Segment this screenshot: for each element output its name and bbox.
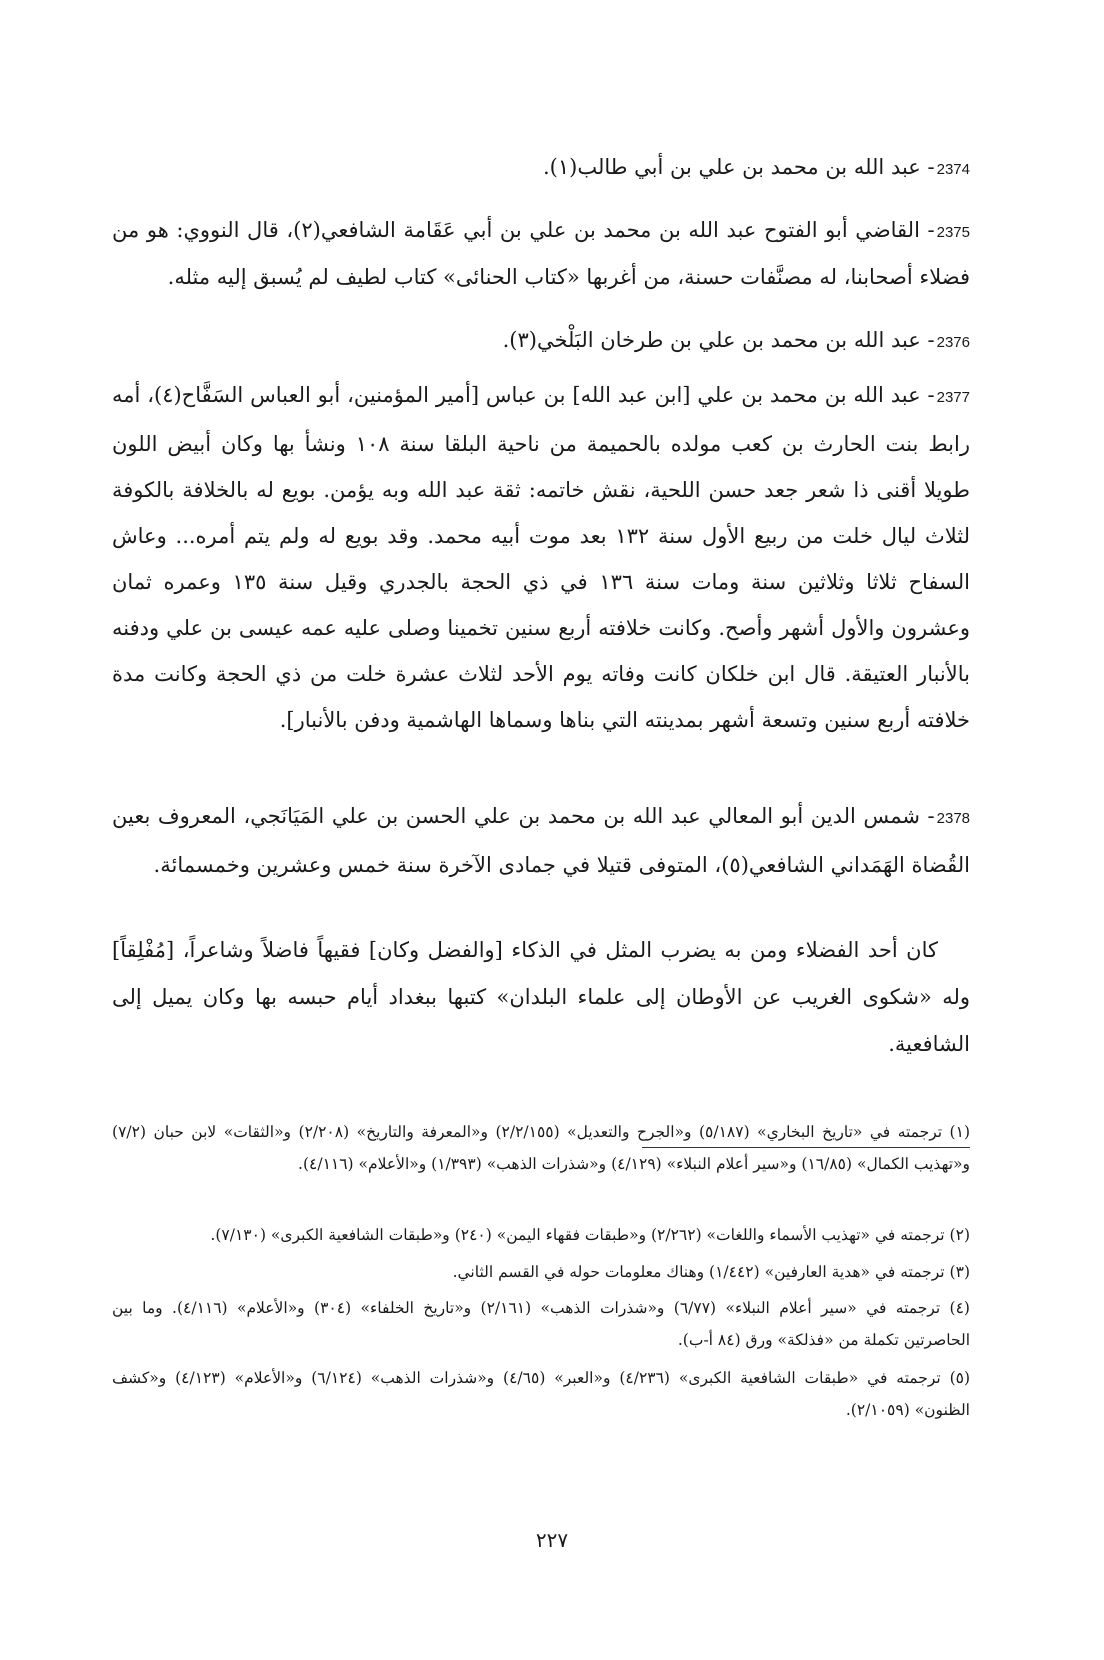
entry-2377 — [112, 372, 970, 743]
entry-sep: - — [919, 804, 935, 828]
entry-2376 — [112, 318, 970, 365]
entry-sep: - — [920, 328, 935, 352]
entry-2378-paragraph: كان أحد الفضلاء ومن به يضرب المثل في الذكاء [والفضل وكان] فقيهاً فاضلاً وشاعراً، [مُفْلِقاً] وله «شكوى الغريب عن الأوطان إلى علماء البلدان» كتبها ببغداد أيام حبسه بها وكان يميل إلى الشافعية. — [112, 938, 970, 1056]
entry-number: 2377 — [936, 389, 970, 406]
entry-2378 — [112, 793, 970, 888]
entry-number: 2376 — [936, 334, 970, 351]
page-number: ٢٢٧ — [535, 1528, 569, 1552]
entry-text: شمس الدين أبو المعالي عبد الله بن محمد بن علي الحسن بن علي المَيَانَجي، المعروف بعين القُضاة الهَمَداني الشافعي(٥)، المتوفى قتيلا في جمادى الآخرة سنة خمس وعشرين وخمسمائة. — [112, 804, 970, 877]
entry-2374 — [112, 145, 970, 192]
entry-sep: - — [920, 155, 935, 179]
footnote-1: (١) ترجمته في «تاريخ البخاري» (٥/١٨٧) و«الجرح والتعديل» (٢/٢/١٥٥) و«المعرفة والتاريخ» (٢/٢٠٨) و«الثقات» لابن حبان (٧/٢) و«تهذيب الكمال» (١٦/٨٥) و«سير أعلام النبلاء» (٤/١٢٩) و«شذرات الذهب» (١/٣٩٣) و«الأعلام» (٤/١١٦). — [112, 1123, 970, 1173]
entry-number: 2378 — [936, 810, 971, 827]
entry-sep: - — [920, 383, 935, 407]
entry-number: 2374 — [936, 161, 970, 178]
entry-text: عبد الله بن محمد بن علي بن أبي طالب(١). — [542, 155, 921, 179]
entry-text: القاضي أبو الفتوح عبد الله بن محمد بن علي بن أبي عَقَامة الشافعي(٢)، قال النووي: هو من فضلاء أصحابنا، له مصنَّفات حسنة، من أغربها «كتاب الحنائى» كتاب لطيف لم يُسبق إليه مثله. — [112, 218, 970, 289]
entry-text: عبد الله بن محمد بن علي بن طرخان البَلْخي(٣). — [502, 328, 921, 352]
entry-sep: - — [919, 218, 935, 242]
footnote-2: (٢) ترجمته في «تهذيب الأسماء واللغات» (٢/٢٦٢) و«طبقات فقهاء اليمن» (٢٤٠) و«طبقات الشافعية الكبرى» (٧/١٣٠). — [210, 1226, 970, 1244]
entry-number: 2375 — [936, 224, 970, 241]
footnote-3: (٣) ترجمته في «هدية العارفين» (١/٤٤٢) وهناك معلومات حوله في القسم الثاني. — [452, 1263, 970, 1281]
footnote-5: (٥) ترجمته في «طبقات الشافعية الكبرى» (٤/٢٣٦) و«العبر» (٤/٦٥) و«شذرات الذهب» (٦/١٢٤) و«الأعلام» (٤/١٢٣) و«كشف الظنون» (٢/١٠٥٩). — [112, 1369, 971, 1419]
entry-2375 — [112, 208, 970, 299]
footnote-4: (٤) ترجمته في «سير أعلام النبلاء» (٦/٧٧) و«شذرات الذهب» (٢/١٦١) و«تاريخ الخلفاء» (٣٠٤) و«الأعلام» (٤/١١٦). وما بين الحاصرتين تكملة من «فذلكة» ورق (٨٤ أ-ب). — [112, 1299, 970, 1349]
entry-text: عبد الله بن محمد بن علي [ابن عبد الله] بن عباس [أمير المؤمنين، أبو العباس السَفَّاح(٤)، أمه رابط بنت الحارث بن كعب مولده بالحميمة من ناحية البلقا سنة ١٠٨ ونشأ بها وكان أبيض اللون طويلا أقنى ذا شعر جعد حسن اللحية، نقش خاتمه: ثقة عبد الله وبه يؤمن. بويع له بالخلافة بالكوفة لثلاث ليال خلت من ربيع الأول سنة ١٣٢ بعد موت أبيه محمد. وقد بويع له ولم يتم أمره... وعاش السفاح ثلاثا وثلاثين سنة ومات سنة ١٣٦ في ذي الحجة بالجدري وقيل سنة ١٣٥ وعمره ثمان وعشرون والأول أشهر وأصح. وكانت خلافته أربع سنين تخمينا وصلى عليه عمه عيسى بن علي ودفنه بالأنبار العتيقة. قال ابن خلكان كانت وفاته يوم الأحد لثلاث عشرة خلت من ذي الحجة وكانت مدة خلافته أربع سنين وتسعة أشهر بمدينته التي بناها وسماها الهاشمية ودفن بالأنبار]. — [112, 383, 971, 732]
